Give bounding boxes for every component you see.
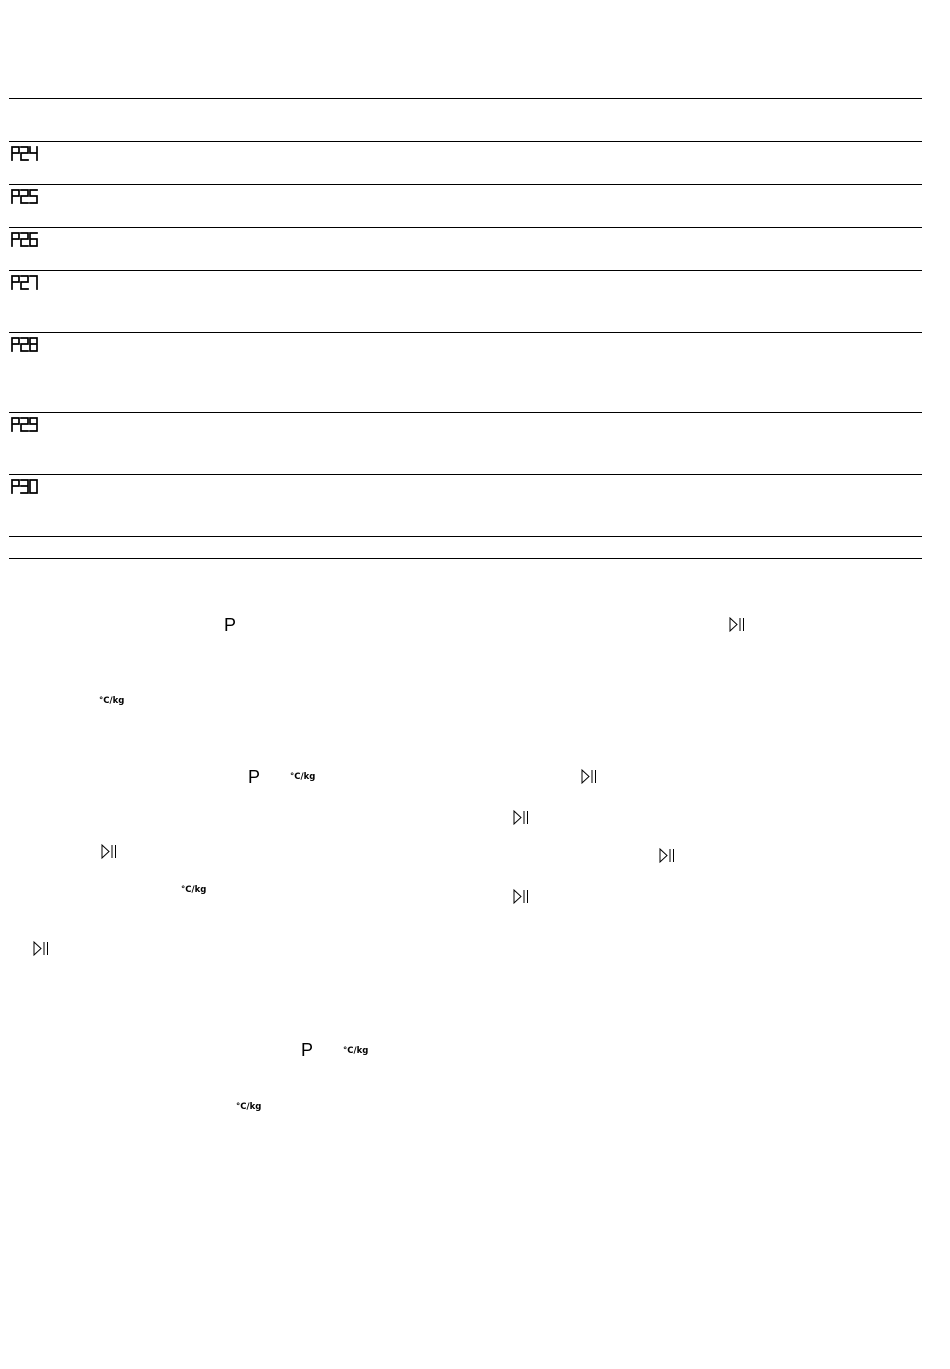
table-row-divider <box>9 227 922 228</box>
program-code-p26 <box>10 231 42 247</box>
temp-load-button-symbol: °C/kg <box>99 696 125 706</box>
program-button-symbol: P <box>301 1040 314 1060</box>
program-code-p29 <box>10 416 42 432</box>
start-pause-icon <box>513 889 531 905</box>
table-row-divider <box>9 184 922 185</box>
program-button-symbol: P <box>224 615 237 635</box>
temp-load-button-symbol: °C/kg <box>343 1046 369 1056</box>
table-header-rule <box>9 141 922 142</box>
program-code-p28 <box>10 336 42 352</box>
temp-load-button-symbol: °C/kg <box>181 885 207 895</box>
start-pause-icon <box>729 617 747 633</box>
program-code-p25 <box>10 188 42 204</box>
table-top-rule <box>9 98 922 99</box>
start-pause-icon <box>581 769 599 785</box>
table-row-divider <box>9 412 922 413</box>
temp-load-button-symbol: °C/kg <box>236 1102 262 1112</box>
program-button-symbol: P <box>248 767 261 787</box>
start-pause-icon <box>513 810 531 826</box>
temp-load-button-symbol: °C/kg <box>290 772 316 782</box>
program-code-p27 <box>10 274 42 290</box>
start-pause-icon <box>101 844 119 860</box>
table-row-divider <box>9 474 922 475</box>
table-row-divider <box>9 270 922 271</box>
program-code-p30 <box>10 478 42 494</box>
table-row-divider <box>9 332 922 333</box>
program-code-p24 <box>10 145 42 161</box>
table-bottom-rule <box>9 558 922 559</box>
start-pause-icon <box>33 941 51 957</box>
table-row-divider <box>9 536 922 537</box>
start-pause-icon <box>659 848 677 864</box>
